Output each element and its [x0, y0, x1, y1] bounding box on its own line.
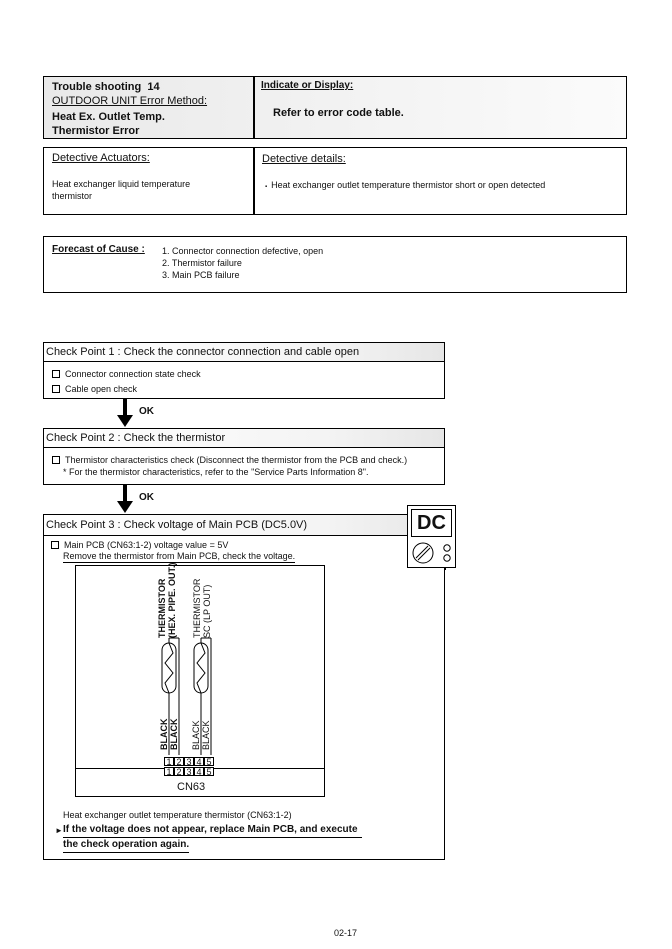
bullet-icon: ▪ — [265, 184, 268, 190]
cause-item: 1. Connector connection defective, open — [162, 246, 324, 256]
wire-color-label — [192, 720, 201, 750]
down-arrow-icon — [117, 485, 133, 513]
meter-display — [411, 509, 452, 537]
error-name-line1: Heat Ex. Outlet Temp. — [52, 111, 165, 123]
checkpoint-3-item — [51, 540, 228, 551]
pin-cell: 1 — [164, 767, 174, 776]
detective-divider — [253, 147, 255, 215]
pin-cell: 3 — [184, 757, 194, 766]
error-name-line2: Thermistor Error — [52, 125, 140, 137]
checkpoint-1-item — [52, 382, 444, 396]
meter-dial-icon — [411, 541, 455, 566]
indicate-value: Refer to error code table. — [273, 107, 404, 119]
pin-cell: 5 — [204, 767, 214, 776]
action-text — [63, 823, 362, 853]
details-text: Heat exchanger outlet temperature thermistor short or open detected — [271, 180, 546, 190]
checkpoint-2-note: * For the thermistor characteristics, refer to the "Service Parts Information 8". — [63, 467, 369, 477]
checkpoint-3-instruction: Remove the thermistor from Main PCB, check the voltage. — [63, 551, 296, 561]
checkpoint-1-item-label: Connector connection state check — [65, 369, 201, 379]
error-method-label: OUTDOOR UNIT Error Method: — [52, 95, 208, 107]
checkpoint-1 — [43, 342, 445, 399]
cause-item: 3. Main PCB failure — [162, 270, 240, 280]
pin-cell: 2 — [174, 757, 184, 766]
pin-cell: 2 — [174, 767, 184, 776]
action-line-2: the check operation again. — [63, 838, 189, 853]
header-left-panel — [52, 80, 252, 138]
thermistor-2-label-line1: THERMISTOR — [192, 578, 202, 638]
pin-cell: 4 — [194, 767, 204, 776]
checkbox-icon — [52, 385, 60, 393]
pin-cell: 4 — [194, 757, 204, 766]
wire-color-label — [202, 720, 211, 750]
actuators-value — [52, 178, 190, 202]
checkpoint-3-caption: Heat exchanger outlet temperature thermistor (CN63:1-2) — [63, 810, 292, 820]
details-value — [265, 180, 545, 190]
indicate-label: Indicate or Display: — [261, 80, 354, 91]
connector-label: CN63 — [177, 781, 206, 793]
thermistor-1-sublabel — [167, 562, 177, 638]
action-line-1: If the voltage does not appear, replace Main PCB, and execute — [63, 823, 362, 838]
forecast-label: Forecast of Cause : — [52, 244, 145, 255]
ok-label: OK — [139, 492, 154, 503]
thermistor-2-label-line2: SC (LP OUT) — [202, 584, 212, 638]
checkpoint-2-item — [52, 455, 444, 466]
troubleshooting-title: Trouble shooting 14 — [52, 81, 160, 93]
wire-color-2: BLACK — [169, 718, 179, 750]
wire-color-1: BLACK — [159, 718, 169, 750]
action-arrow-icon: ► — [55, 826, 63, 835]
pin-cell: 5 — [204, 757, 214, 766]
actuators-label: Detective Actuators: — [52, 152, 150, 164]
checkpoint-3-title: Check Point 3 : Check voltage of Main PCB (DC5.0V) — [44, 515, 444, 536]
ok-label: OK — [139, 406, 154, 417]
checkpoint-2 — [43, 428, 445, 485]
header-divider — [253, 76, 255, 139]
pin-cell: 1 — [164, 757, 174, 766]
checkbox-icon — [52, 370, 60, 378]
checkpoint-2-title: Check Point 2 : Check the thermistor — [44, 429, 444, 448]
wire-color-label — [170, 720, 179, 750]
wire-color-label — [160, 720, 169, 750]
actuators-value-line1: Heat exchanger liquid temperature — [52, 179, 191, 189]
details-label: Detective details: — [262, 153, 346, 165]
checkbox-icon — [51, 541, 59, 549]
cause-item: 2. Thermistor failure — [162, 258, 242, 268]
checkpoint-1-title: Check Point 1 : Check the connector connection and cable open — [44, 343, 444, 362]
down-arrow-icon — [117, 399, 133, 427]
checkpoint-2-item-label: Thermistor characteristics check (Disconnect the thermistor from the PCB and check.) — [65, 455, 408, 465]
pin-cell: 3 — [184, 767, 194, 776]
actuators-value-line2: thermistor — [52, 191, 93, 201]
checkpoint-1-item — [52, 367, 444, 381]
meter-label: DC — [417, 512, 446, 534]
wire-color-4: BLACK — [201, 720, 211, 750]
forecast-causes — [162, 245, 323, 281]
checkbox-icon — [52, 456, 60, 464]
thermistor-1-label-line2: (HEX. PIPE. OUT.) — [167, 562, 177, 638]
thermistor-1-label-line1: THERMISTOR — [157, 578, 167, 638]
probe-line — [445, 568, 446, 570]
checkpoint-1-item-label: Cable open check — [65, 384, 138, 394]
wire-color-3: BLACK — [191, 720, 201, 750]
page-number: 02-17 — [334, 928, 358, 938]
multimeter-icon — [407, 505, 456, 568]
checkpoint-3-item-label: Main PCB (CN63:1-2) voltage value = 5V — [64, 540, 229, 550]
